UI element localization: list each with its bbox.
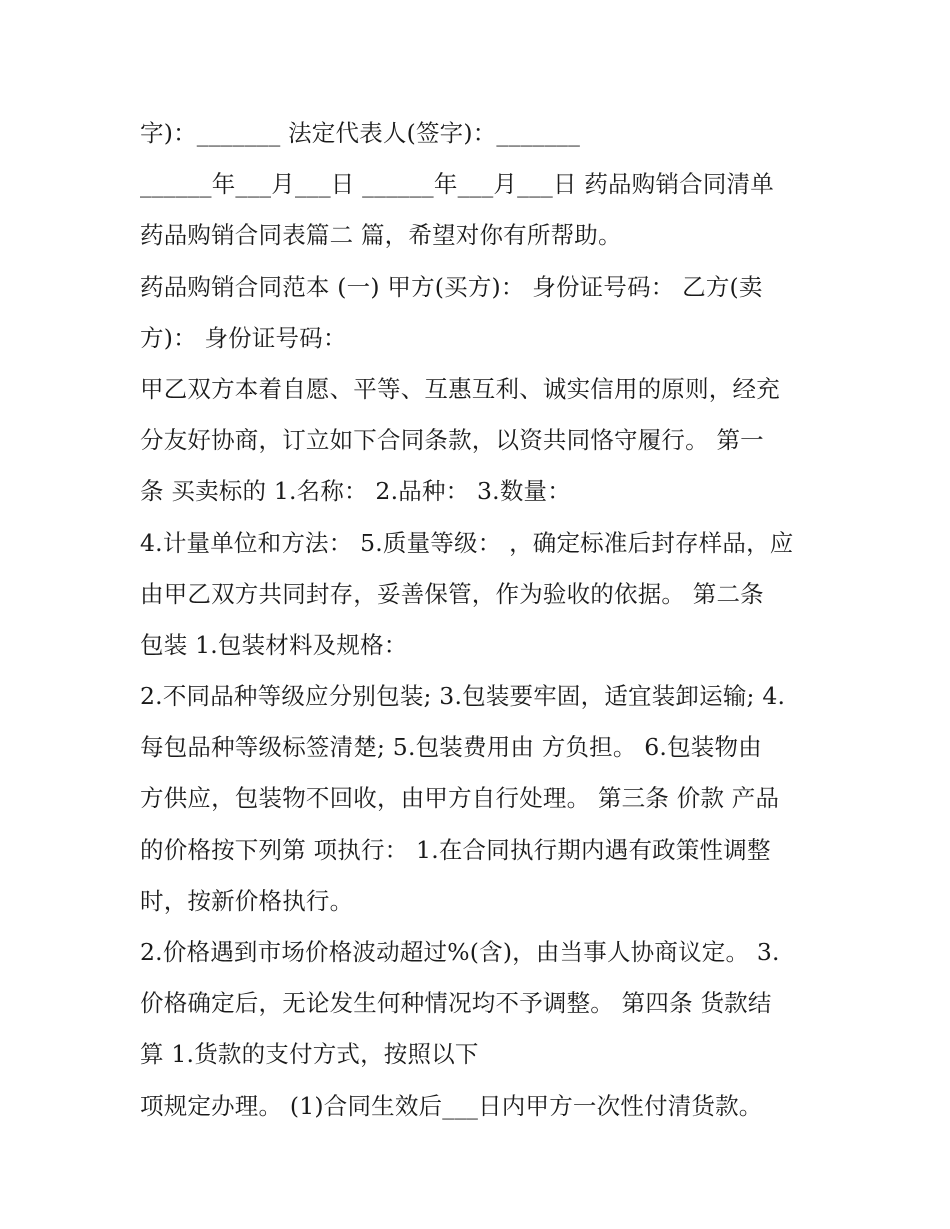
text-line: 分友好协商，订立如下合同条款，以资共同恪守履行。 第一 — [140, 426, 764, 455]
text-line: 的价格按下列第 项执行： 1.在合同执行期内遇有政策性调整 — [140, 835, 771, 864]
text-line: 条 买卖标的 1.名称： 2.品种： 3.数量： — [140, 477, 571, 506]
text-line: ______年___月___日 ______年___月___日 药品购销合同清单 — [140, 170, 774, 199]
text-line: 字)：_______ 法定代表人(签字)：_______ — [140, 119, 581, 147]
text-line: 甲乙双方本着自愿、平等、互惠互利、诚实信用的原则，经充 — [140, 374, 780, 403]
document-body — [140, 108, 820, 1132]
text-line: 2.价格遇到市场价格波动超过%(含)，由当事人协商议定。 3. — [140, 938, 780, 966]
text-line: 由甲乙双方共同封存，妥善保管，作为验收的依据。 第二条 — [140, 579, 764, 608]
text-line: 药品购销合同表篇二 篇，希望对你有所帮助。 — [140, 221, 622, 250]
text-line: 方)： 身份证号码： — [140, 323, 347, 352]
text-line: 药品购销合同范本 (一) 甲方(买方)： 身份证号码： 乙方(卖 — [140, 272, 763, 301]
text-line: 包装 1.包装材料及规格： — [140, 630, 408, 659]
text-line: 时，按新价格执行。 — [140, 886, 354, 915]
text-line: 方供应，包装物不回收，由甲方自行处理。 第三条 价款 产品 — [140, 784, 780, 813]
text-line: 每包品种等级标签清楚; 5.包装费用由 方负担。 6.包装物由 — [140, 733, 762, 762]
text-line: 4.计量单位和方法： 5.质量等级： ，确定标准后封存样品，应 — [140, 528, 794, 557]
text-line: 2.不同品种等级应分别包装; 3.包装要牢固，适宜装卸运输; 4. — [140, 682, 786, 711]
text-line: 算 1.货款的支付方式，按照以下 — [140, 1040, 479, 1069]
text-line: 项规定办理。 (1)合同生效后___日内甲方一次性付清货款。 — [140, 1091, 763, 1120]
text-line: 价格确定后，无论发生何种情况均不予调整。 第四条 货款结 — [140, 989, 772, 1018]
